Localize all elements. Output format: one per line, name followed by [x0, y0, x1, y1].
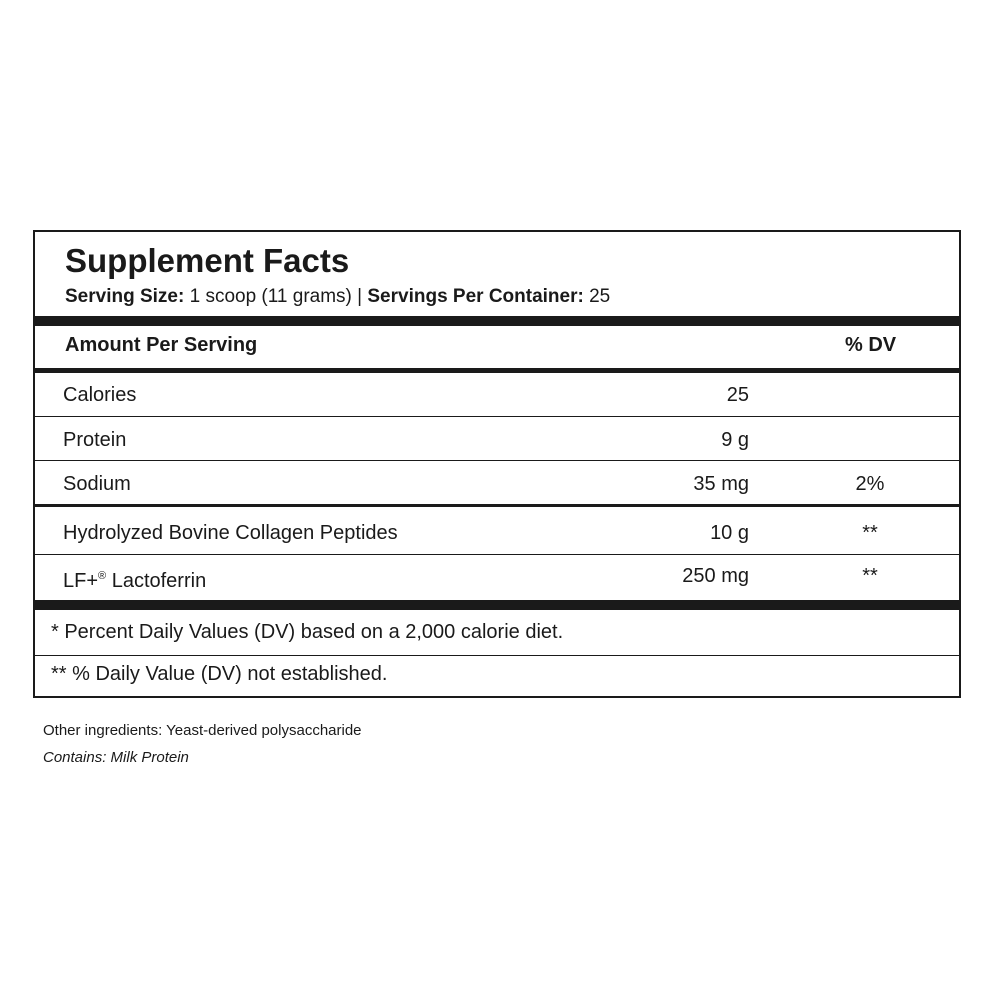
other-ingredients: Other ingredients: Yeast-derived polysaccharide: [43, 722, 362, 739]
medium-divider-nutrients: [35, 504, 959, 507]
ingredient-amount: 10 g: [710, 522, 749, 544]
nutrient-row-calories: [35, 375, 959, 415]
ingredient-name: [63, 556, 206, 601]
contains-allergen: Contains: Milk Protein: [43, 749, 189, 766]
nutrient-amount: 35 mg: [693, 473, 749, 495]
ingredient-dv: **: [862, 522, 878, 544]
servings-per-container-label: Servings Per Container:: [367, 286, 584, 307]
header-percent-dv: % DV: [845, 334, 897, 356]
serving-info: [65, 286, 610, 308]
thick-divider-top: [35, 316, 959, 326]
nutrient-name: Protein: [63, 429, 127, 451]
row-divider: [35, 554, 959, 555]
footnote-dv-not-established: ** % Daily Value (DV) not established.: [51, 663, 388, 685]
ingredient-name-text: LF+: [63, 570, 99, 592]
footnote-divider: [35, 655, 959, 656]
ingredient-name-suffix: Lactoferrin: [106, 570, 207, 592]
ingredient-dv: **: [862, 565, 878, 587]
row-divider: [35, 416, 959, 417]
row-divider: [35, 460, 959, 461]
header-amount-per-serving: Amount Per Serving: [65, 334, 258, 356]
ingredient-amount: 250 mg: [682, 565, 749, 587]
nutrient-amount: 25: [726, 384, 749, 406]
nutrient-dv: 2%: [855, 473, 885, 495]
serving-size-label: Serving Size:: [65, 286, 185, 307]
ingredient-name-text: Hydrolyzed Bovine Collagen Peptides: [63, 522, 398, 544]
ingredient-row-collagen: [35, 513, 959, 553]
nutrient-name: Calories: [63, 384, 137, 406]
ingredient-row-lactoferrin: [35, 556, 959, 596]
supplement-facts-panel: [33, 230, 961, 698]
medium-divider-header: [35, 368, 959, 373]
ingredient-name: [63, 513, 398, 553]
nutrient-row-protein: [35, 420, 959, 460]
registered-mark: ®: [98, 570, 107, 582]
nutrient-name: Sodium: [63, 473, 131, 495]
nutrient-amount: 9 g: [721, 429, 749, 451]
label-title: Supplement Facts: [65, 242, 350, 279]
serving-size-value: 1 scoop (11 grams) |: [184, 286, 368, 307]
nutrient-row-sodium: [35, 464, 959, 504]
servings-per-container-value: 25: [583, 286, 611, 307]
footnote-percent-dv: * Percent Daily Values (DV) based on a 2,000 calorie diet.: [51, 621, 564, 643]
thick-divider-bottom: [35, 600, 959, 610]
